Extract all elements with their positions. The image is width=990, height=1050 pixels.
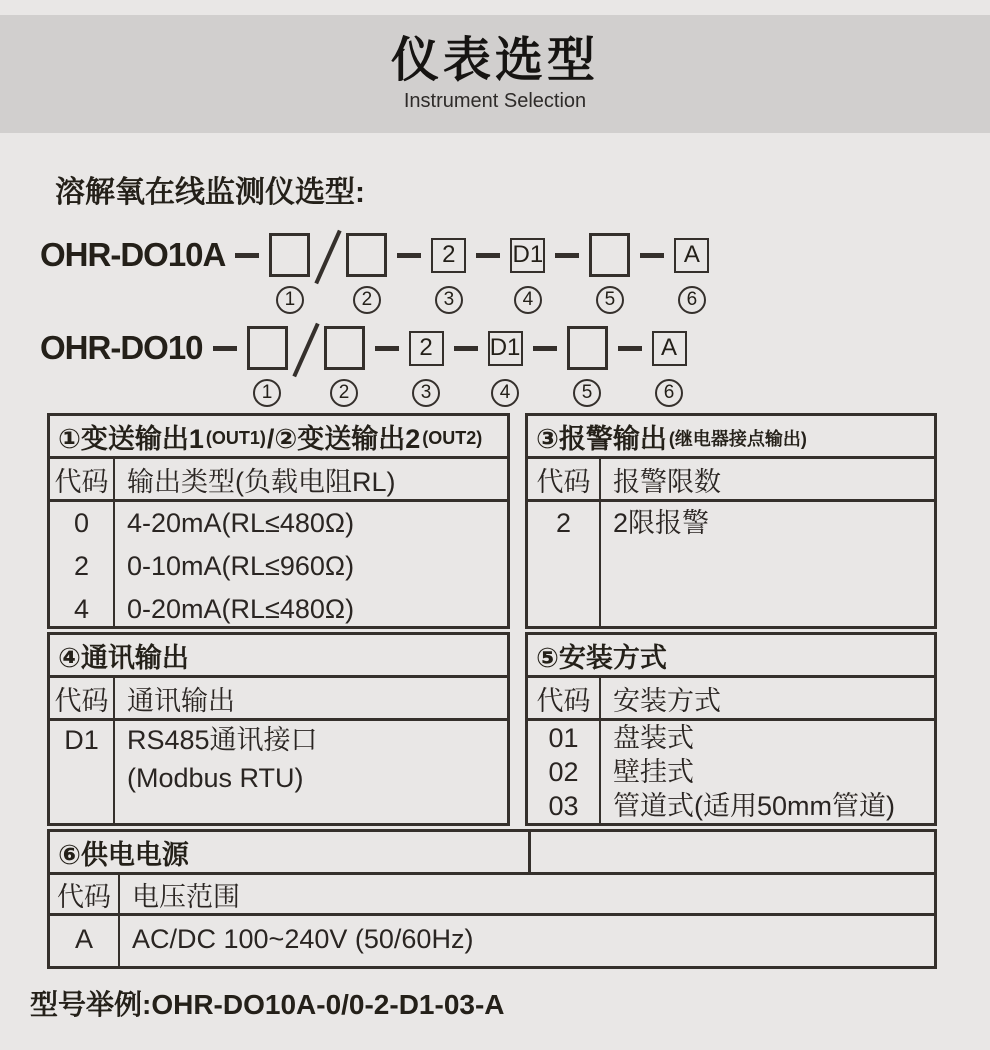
desc-column-header: 报警限数 [613,466,721,497]
desc-value-line2: (Modbus RTU) [127,763,304,793]
desc-value: 壁挂式 [613,757,694,787]
page-header-band [0,15,990,133]
desc-column [120,916,934,969]
desc-column [115,721,507,826]
option-box-1 [247,326,288,370]
dash-connector [375,346,399,351]
section-title-note: (OUT2) [422,427,483,448]
circled-number-3: 3 [412,379,440,407]
code-column [528,502,601,629]
option-slot-4 [510,233,545,314]
desc-column [601,502,934,629]
dash-connector [618,346,642,351]
code-column-header: 代码 [528,459,601,499]
option-box-1 [269,233,310,277]
section-title-note: (继电器接点输出) [668,429,807,449]
section-mounting [525,632,937,826]
option-slot-1 [247,326,288,407]
ordering-table [47,413,937,969]
circled-number-4: 4 [491,379,519,407]
section-title-text: ④通讯输出 [58,642,189,673]
option-slot-1 [269,233,310,314]
code-column [50,721,115,826]
desc-column-header: 电压范围 [132,881,240,912]
option-slot-6 [674,233,709,314]
column-header-row [50,459,507,502]
desc-column [601,721,934,826]
selection-heading: 溶解氧在线监测仪选型: [55,176,365,209]
desc-value: 0-20mA(RL≤480Ω) [127,594,355,624]
circled-number-6: 6 [678,286,706,314]
circled-number-3: 3 [435,286,463,314]
circled-number-5: 5 [573,379,601,407]
desc-value: 2限报警 [613,508,710,538]
desc-value: 0-10mA(RL≤960Ω) [127,551,355,581]
section-transmit-output [47,413,510,629]
section-title [528,416,934,459]
section-title-text: ③报警输出 [536,423,667,454]
code-value: 2 [555,508,572,538]
dash-connector [235,253,259,258]
table-group-2 [47,632,937,826]
page-title: 仪表选型 [390,34,599,88]
dash-connector [533,346,557,351]
option-slot-6 [652,326,687,407]
option-box-4: D1 [510,238,545,273]
section-title-text: ⑥供电电源 [58,839,189,870]
section-title-text: ①变送输出1 [58,423,204,454]
model-line-ohr-do10 [40,326,990,407]
option-slot-4 [488,326,523,407]
option-box-5 [589,233,630,277]
column-header-row [50,875,934,916]
option-slot-5 [567,326,608,407]
model-example-label: 型号举例: [30,989,152,1020]
code-value: 0 [73,508,90,538]
desc-value: 盘装式 [613,723,694,753]
option-slot-3 [409,326,444,407]
code-value: A [74,924,93,954]
section-title [50,832,531,872]
dash-connector [454,346,478,351]
section-alarm-output [525,413,937,629]
model-example-value: OHR-DO10A-0/0-2-D1-03-A [151,989,505,1020]
dash-connector [640,253,664,258]
section-body [50,502,507,629]
section-power-supply [47,829,937,969]
option-box-6: A [674,238,709,273]
column-header-row [528,459,934,502]
desc-value: 管道式(适用50mm管道) [613,791,895,821]
dash-connector [476,253,500,258]
code-column-header: 代码 [50,459,115,499]
desc-column-header: 通讯输出 [127,685,235,716]
circled-number-5: 5 [596,286,624,314]
dash-connector [555,253,579,258]
code-column [50,502,115,629]
code-value: 01 [548,723,579,753]
desc-value: 4-20mA(RL≤480Ω) [127,508,355,538]
section-body [528,721,934,826]
option-slot-3 [431,233,466,314]
circled-number-1: 1 [276,286,304,314]
slash-separator [292,323,319,378]
code-column [528,721,601,826]
section-title-text: /②变送输出2 [266,423,421,454]
desc-column-header: 安装方式 [613,685,721,716]
code-column-header: 代码 [528,678,601,718]
code-value: 2 [73,551,90,581]
model-label: OHR-DO10A [40,236,226,273]
desc-value: AC/DC 100~240V (50/60Hz) [132,924,474,954]
code-column-header: 代码 [50,678,115,718]
circled-number-1: 1 [253,379,281,407]
desc-value: RS485通讯接口 [127,725,318,755]
model-line-ohr-do10a [40,233,990,314]
column-header-row [528,678,934,721]
table-group-1 [47,413,937,629]
section-title-text: ⑤安装方式 [536,642,667,673]
option-box-3: 2 [409,331,444,366]
slash-separator [315,230,342,285]
section-title [528,635,934,678]
desc-column-header: 输出类型(负载电阻RL) [127,466,396,497]
column-header-row [50,678,507,721]
code-column-header: 代码 [50,875,120,913]
dash-connector [397,253,421,258]
option-box-2 [346,233,387,277]
option-box-6: A [652,331,687,366]
option-box-5 [567,326,608,370]
option-slot-5 [589,233,630,314]
section-body [50,916,934,969]
option-slot-2 [324,326,365,407]
code-value: D1 [64,725,99,755]
circled-number-2: 2 [330,379,358,407]
section-title-note: (OUT1) [205,427,266,448]
code-value: 4 [73,594,90,624]
option-box-4: D1 [488,331,523,366]
option-slot-2 [346,233,387,314]
dash-connector [213,346,237,351]
page-subtitle: Instrument Selection [403,89,587,112]
code-value: 03 [548,791,579,821]
code-column [50,916,120,969]
empty-cell [531,832,934,872]
circled-number-2: 2 [353,286,381,314]
model-label: OHR-DO10 [40,329,203,366]
section-title [50,416,507,459]
model-example [30,983,990,1023]
section-title [50,635,507,678]
circled-number-4: 4 [514,286,542,314]
section-body [528,502,934,629]
option-box-3: 2 [431,238,466,273]
circled-number-6: 6 [655,379,683,407]
section-comm-output [47,632,510,826]
section-body [50,721,507,826]
section-title-row [50,832,934,875]
desc-column [115,502,507,629]
code-value: 02 [548,757,579,787]
option-box-2 [324,326,365,370]
